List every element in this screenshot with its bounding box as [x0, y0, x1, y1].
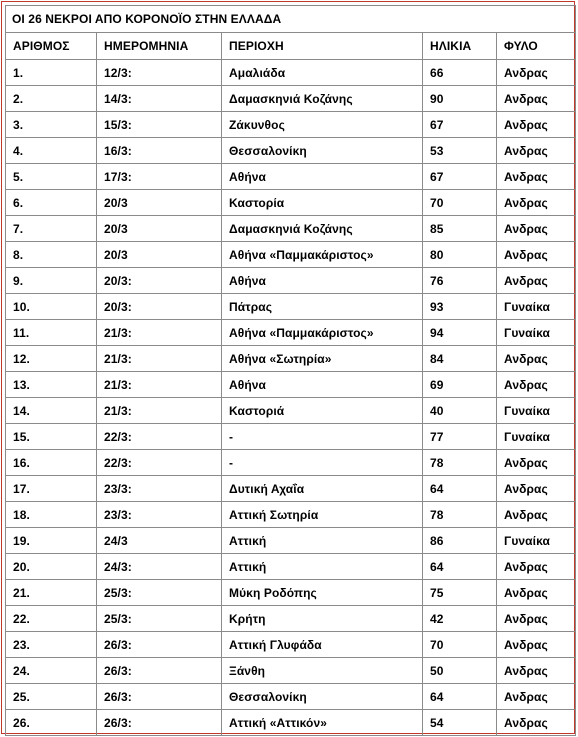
number-cell: 9.: [6, 268, 97, 294]
date-cell: 26/3:: [97, 710, 222, 736]
age-cell: 64: [423, 554, 497, 580]
sex-cell: Ανδρας: [497, 554, 576, 580]
region-cell: Ζάκυνθος: [222, 112, 423, 138]
table-frame: [1, 1, 575, 734]
region-cell: Αττική Γλυφάδα: [222, 632, 423, 658]
region-cell: -: [222, 450, 423, 476]
table-row: [6, 294, 576, 320]
table-row: [6, 372, 576, 398]
region-cell: Καστοριά: [222, 398, 423, 424]
age-cell: 67: [423, 164, 497, 190]
table-row: [6, 112, 576, 138]
table-row: [6, 138, 576, 164]
number-cell: 3.: [6, 112, 97, 138]
region-cell: Αττική «Αττικόν»: [222, 710, 423, 736]
number-cell: 1.: [6, 60, 97, 86]
sex-cell: Ανδρας: [497, 86, 576, 112]
sex-cell: Γυναίκα: [497, 294, 576, 320]
age-cell: 69: [423, 372, 497, 398]
number-cell: 20.: [6, 554, 97, 580]
region-cell: Αττική: [222, 528, 423, 554]
column-header-sex: ΦΥΛΟ: [497, 33, 576, 60]
table-row: [6, 398, 576, 424]
sex-cell: Ανδρας: [497, 606, 576, 632]
date-cell: 20/3: [97, 190, 222, 216]
date-cell: 21/3:: [97, 372, 222, 398]
age-cell: 85: [423, 216, 497, 242]
date-cell: 26/3:: [97, 658, 222, 684]
sex-cell: Ανδρας: [497, 242, 576, 268]
date-cell: 23/3:: [97, 502, 222, 528]
sex-cell: Ανδρας: [497, 268, 576, 294]
table-row: [6, 710, 576, 736]
date-cell: 12/3:: [97, 60, 222, 86]
number-cell: 25.: [6, 684, 97, 710]
table-row: [6, 684, 576, 710]
table-row: [6, 60, 576, 86]
age-cell: 50: [423, 658, 497, 684]
region-cell: Αθήνα: [222, 164, 423, 190]
number-cell: 12.: [6, 346, 97, 372]
region-cell: Αθήνα «Παμμακάριστος»: [222, 320, 423, 346]
number-cell: 26.: [6, 710, 97, 736]
region-cell: Πάτρας: [222, 294, 423, 320]
table-row: [6, 580, 576, 606]
age-cell: 75: [423, 580, 497, 606]
age-cell: 70: [423, 190, 497, 216]
table-row: [6, 424, 576, 450]
sex-cell: Ανδρας: [497, 346, 576, 372]
table-row: [6, 216, 576, 242]
region-cell: Αθήνα: [222, 372, 423, 398]
date-cell: 26/3:: [97, 632, 222, 658]
number-cell: 4.: [6, 138, 97, 164]
sex-cell: Ανδρας: [497, 450, 576, 476]
number-cell: 17.: [6, 476, 97, 502]
age-cell: 93: [423, 294, 497, 320]
sex-cell: Γυναίκα: [497, 424, 576, 450]
table-row: [6, 190, 576, 216]
sex-cell: Ανδρας: [497, 60, 576, 86]
column-header-date: ΗΜΕΡΟΜΗΝΙΑ: [97, 33, 222, 60]
sex-cell: Ανδρας: [497, 138, 576, 164]
sex-cell: Ανδρας: [497, 216, 576, 242]
age-cell: 94: [423, 320, 497, 346]
region-cell: Θεσσαλονίκη: [222, 684, 423, 710]
table-row: [6, 86, 576, 112]
table-body: [6, 60, 576, 736]
region-cell: Αμαλιάδα: [222, 60, 423, 86]
region-cell: Κρήτη: [222, 606, 423, 632]
sex-cell: Γυναίκα: [497, 398, 576, 424]
date-cell: 20/3: [97, 216, 222, 242]
date-cell: 24/3: [97, 528, 222, 554]
region-cell: -: [222, 424, 423, 450]
deaths-table: [5, 5, 576, 736]
region-cell: Αθήνα: [222, 268, 423, 294]
date-cell: 21/3:: [97, 398, 222, 424]
number-cell: 5.: [6, 164, 97, 190]
age-cell: 84: [423, 346, 497, 372]
number-cell: 21.: [6, 580, 97, 606]
sex-cell: Ανδρας: [497, 632, 576, 658]
number-cell: 19.: [6, 528, 97, 554]
age-cell: 70: [423, 632, 497, 658]
date-cell: 22/3:: [97, 450, 222, 476]
age-cell: 64: [423, 684, 497, 710]
date-cell: 25/3:: [97, 580, 222, 606]
table-row: [6, 476, 576, 502]
age-cell: 78: [423, 502, 497, 528]
table-row: [6, 528, 576, 554]
sex-cell: Ανδρας: [497, 580, 576, 606]
number-cell: 8.: [6, 242, 97, 268]
region-cell: Ξάνθη: [222, 658, 423, 684]
region-cell: Δαμασκηνιά Κοζάνης: [222, 86, 423, 112]
date-cell: 21/3:: [97, 320, 222, 346]
table-row: [6, 554, 576, 580]
sex-cell: Ανδρας: [497, 710, 576, 736]
column-header-number: ΑΡΙΘΜΟΣ: [6, 33, 97, 60]
table-row: [6, 242, 576, 268]
number-cell: 22.: [6, 606, 97, 632]
table-row: [6, 164, 576, 190]
number-cell: 14.: [6, 398, 97, 424]
age-cell: 67: [423, 112, 497, 138]
age-cell: 78: [423, 450, 497, 476]
region-cell: Αθήνα «Σωτηρία»: [222, 346, 423, 372]
sex-cell: Ανδρας: [497, 658, 576, 684]
table-row: [6, 268, 576, 294]
table-row: [6, 320, 576, 346]
age-cell: 53: [423, 138, 497, 164]
region-cell: Αττική Σωτηρία: [222, 502, 423, 528]
date-cell: 20/3:: [97, 294, 222, 320]
date-cell: 23/3:: [97, 476, 222, 502]
sex-cell: Γυναίκα: [497, 528, 576, 554]
sex-cell: Ανδρας: [497, 164, 576, 190]
sex-cell: Ανδρας: [497, 112, 576, 138]
date-cell: 22/3:: [97, 424, 222, 450]
sex-cell: Ανδρας: [497, 684, 576, 710]
region-cell: Αθήνα «Παμμακάριστος»: [222, 242, 423, 268]
date-cell: 16/3:: [97, 138, 222, 164]
age-cell: 42: [423, 606, 497, 632]
number-cell: 6.: [6, 190, 97, 216]
date-cell: 20/3: [97, 242, 222, 268]
number-cell: 16.: [6, 450, 97, 476]
table-row: [6, 450, 576, 476]
age-cell: 66: [423, 60, 497, 86]
age-cell: 54: [423, 710, 497, 736]
age-cell: 64: [423, 476, 497, 502]
region-cell: Δαμασκηνιά Κοζάνης: [222, 216, 423, 242]
number-cell: 15.: [6, 424, 97, 450]
age-cell: 80: [423, 242, 497, 268]
table-row: [6, 658, 576, 684]
column-header-age: ΗΛΙΚΙΑ: [423, 33, 497, 60]
number-cell: 10.: [6, 294, 97, 320]
sex-cell: Ανδρας: [497, 372, 576, 398]
table-row: [6, 606, 576, 632]
number-cell: 18.: [6, 502, 97, 528]
date-cell: 24/3:: [97, 554, 222, 580]
header-row: [6, 33, 576, 60]
column-header-region: ΠΕΡΙΟΧΗ: [222, 33, 423, 60]
number-cell: 13.: [6, 372, 97, 398]
number-cell: 23.: [6, 632, 97, 658]
sex-cell: Ανδρας: [497, 190, 576, 216]
sex-cell: Ανδρας: [497, 502, 576, 528]
age-cell: 90: [423, 86, 497, 112]
age-cell: 77: [423, 424, 497, 450]
number-cell: 11.: [6, 320, 97, 346]
date-cell: 17/3:: [97, 164, 222, 190]
age-cell: 86: [423, 528, 497, 554]
region-cell: Δυτική Αχαΐα: [222, 476, 423, 502]
date-cell: 20/3:: [97, 268, 222, 294]
sex-cell: Ανδρας: [497, 476, 576, 502]
table-row: [6, 346, 576, 372]
table-title: ΟΙ 26 ΝΕΚΡΟΙ ΑΠΟ ΚΟΡΟΝΟΪΟ ΣΤΗΝ ΕΛΛΑΔΑ: [6, 6, 576, 33]
sex-cell: Γυναίκα: [497, 320, 576, 346]
date-cell: 14/3:: [97, 86, 222, 112]
table-row: [6, 632, 576, 658]
date-cell: 26/3:: [97, 684, 222, 710]
region-cell: Θεσσαλονίκη: [222, 138, 423, 164]
region-cell: Αττική: [222, 554, 423, 580]
date-cell: 25/3:: [97, 606, 222, 632]
age-cell: 40: [423, 398, 497, 424]
number-cell: 2.: [6, 86, 97, 112]
region-cell: Καστορία: [222, 190, 423, 216]
age-cell: 76: [423, 268, 497, 294]
number-cell: 7.: [6, 216, 97, 242]
table-row: [6, 502, 576, 528]
region-cell: Μύκη Ροδόπης: [222, 580, 423, 606]
date-cell: 21/3:: [97, 346, 222, 372]
title-row: [6, 6, 576, 33]
number-cell: 24.: [6, 658, 97, 684]
date-cell: 15/3:: [97, 112, 222, 138]
